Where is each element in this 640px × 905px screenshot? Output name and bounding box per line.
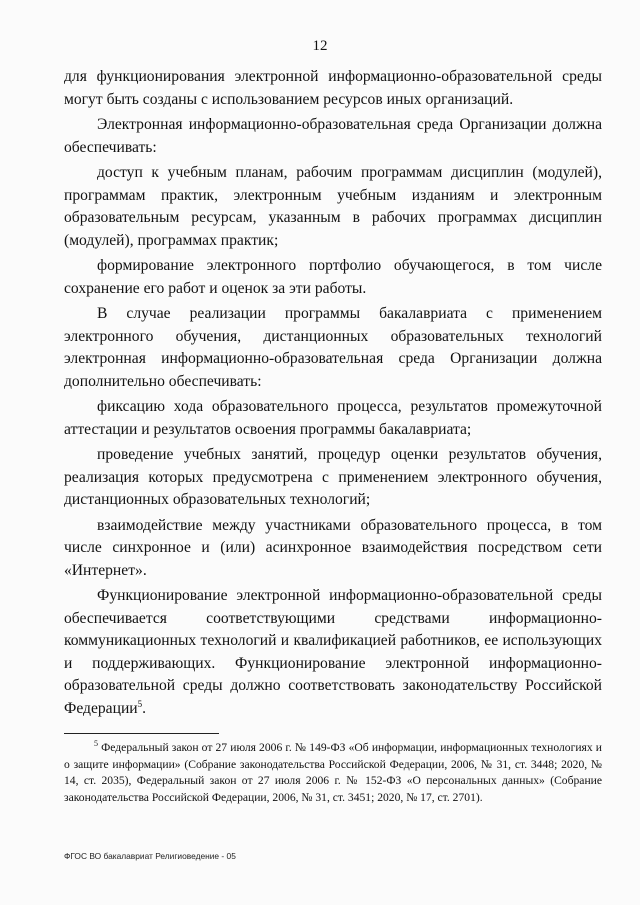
paragraph-5: В случае реализации программы бакалавриата с применением электронного обучения, дистанционных образовательных технологий электронная информационно-образовательная среда Организации должна дополнительно обеспечивать: [64,305,602,390]
footnote-text: Федеральный закон от 27 июля 2006 г. № 149-ФЗ «Об информации, информационных технологиях и о защите информации» (Собрание законодательства Российской Федерации, 2006, № 31, ст. 3448; 2020, № 14, ст. 2035), Федеральный закон от 27 июля 2006 г. № 152-ФЗ «О персональных данных» (Собрание законодательства Российской Федерации, 2006, № 31, ст. 3451; 2020, № 17, ст. 2701). [64,741,602,804]
paragraph-9-text: Функционирование электронной информационно-образовательной среды обеспечивается соответствующими средствами информационно-коммуникационных технологий и квалификацией работников, ее использующих и поддерживающих. Функционирование электронной информационно-образовательной среды должно соответствовать законодательству Российской Федерации [64,587,602,717]
paragraph-1: для функционирования электронной информационно-образовательной среды могут быть созданы с использованием ресурсов иных организаций. [64,68,602,108]
footnote [64,740,602,806]
paragraph-8: взаимодействие между участниками образовательного процесса, в том числе синхронное и (или) асинхронное взаимодействия посредством сети «Интернет». [64,516,602,579]
paragraph-4: формирование электронного портфолио обучающегося, в том числе сохранение его работ и оценок за эти работы. [64,257,602,297]
paragraph-7: проведение учебных занятий, процедур оценки результатов обучения, реализация которых предусмотрена с применением электронного обучения, дистанционных образовательных технологий; [64,446,602,508]
page-footer: ФГОС ВО бакалавриат Религиоведение - 05 [64,851,236,861]
document-body [64,66,602,720]
paragraph-6: фиксацию хода образовательного процесса, результатов промежуточной аттестации и результатов освоения программы бакалавриата; [64,398,602,438]
paragraph-2: Электронная информационно-образовательная среда Организации должна обеспечивать: [64,116,602,156]
paragraph-9-end: . [142,699,147,717]
footnote-reference: 5 [137,698,143,709]
footnote-marker: 5 [94,739,98,749]
paragraph-3: доступ к учебным планам, рабочим программам дисциплин (модулей), программам практик, электронным учебным изданиям и электронным образовательным ресурсам, указанным в рабочих программах дисциплин (модулей), программах практик; [64,164,602,249]
footnote-divider [64,733,219,734]
paragraph-9 [64,585,602,720]
page-number: 12 [312,38,328,54]
